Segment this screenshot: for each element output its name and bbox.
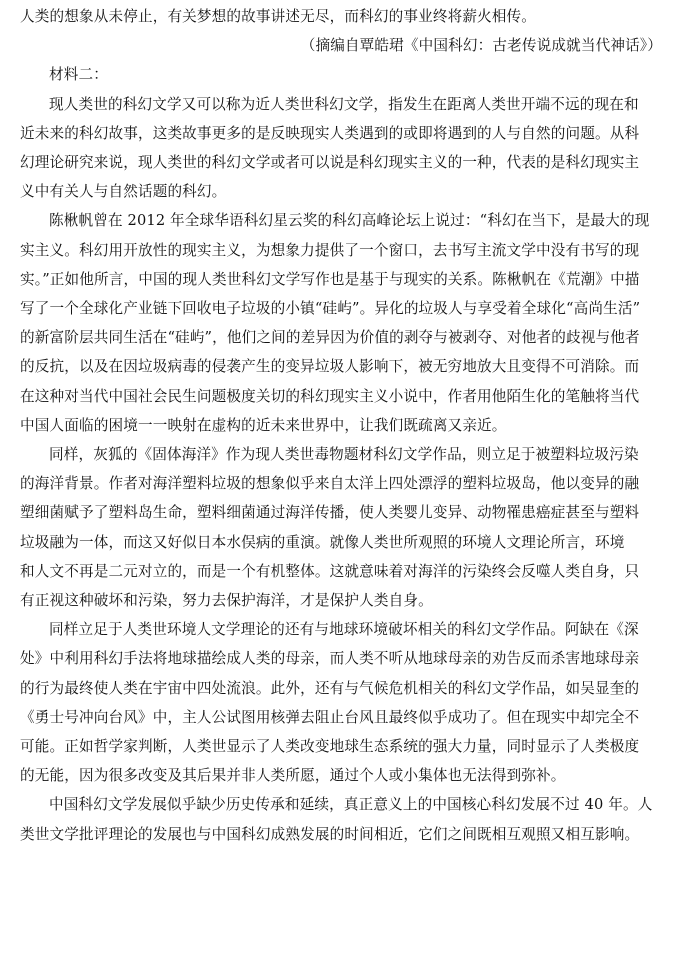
- paragraph-line: 和人文不再是二元对立的，而是一个有机整体。这就意味着对海洋的污染终会反噬人类自身，只: [20, 562, 640, 580]
- paragraph-line: 塑细菌赋予了塑料岛生命，塑料细菌通过海洋传播，使人类婴儿变异、动物罹患癌症甚至与塑料: [20, 504, 640, 522]
- paragraph-5: [20, 790, 668, 848]
- paragraph-line: 同样立足于人类世环境人文学理论的还有与地球环境破坏相关的科幻文学作品。阿缺在《深: [49, 621, 639, 639]
- intro-line: 人类的想象从未停止，有关梦想的故事讲述无尽，而科幻的事业终将薪火相传。: [20, 8, 537, 25]
- paragraph-line: 写了一个全球化产业链下回收电子垃圾的小镇“硅屿”。异化的垃圾人与享受着全球化“高尚生活”: [20, 300, 641, 318]
- paragraph-line: 的新富阶层共同生活在“硅屿”，他们之间的差异因为价值的剥夺与被剥夺、对他者的歧视与他者: [20, 329, 640, 347]
- paragraph-line: 《勇士号冲向台风》中，主人公试图用核弹去阻止台风且最终似乎成功了。但在现实中却完全不: [20, 708, 640, 726]
- paragraph-line: 义中有关人与自然话题的科幻。: [20, 183, 227, 201]
- material-heading: 材料二：: [49, 66, 108, 84]
- paragraph-line: 类世文学批评理论的发展也与中国科幻成熟发展的时间相近，它们之间既相互观照又相互影响。: [20, 825, 640, 843]
- source-citation: （摘编自覃皓珺《中国科幻：古老传说成就当代神话》）: [300, 37, 662, 55]
- paragraph-line: 在这种对当代中国社会民生问题极度关切的科幻现实主义小说中，作者用他陌生化的笔触将当代: [20, 387, 640, 405]
- document-page: [20, 2, 668, 849]
- paragraph-line: 现人类世的科幻文学又可以称为近人类世科幻文学，指发生在距离人类世开端不远的现在和: [49, 95, 639, 113]
- paragraph-line: 实主义。科幻用开放性的现实主义，为想象力提供了一个窗口，去书写主流文学中没有书写的现: [20, 241, 640, 259]
- paragraph-4: [20, 615, 668, 790]
- paragraph-line: 的反抗，以及在因垃圾病毒的侵袭产生的变异垃圾人影响下，被无穷地放大且变得不可消除。而: [20, 358, 640, 376]
- paragraph-line: 处》中利用科幻手法将地球描绘成人类的母亲，而人类不听从地球母亲的劝告反而杀害地球母亲: [20, 650, 640, 668]
- paragraph-line: 可能。正如哲学家判断，人类世显示了人类改变地球生态系统的强大力量，同时显示了人类极度: [20, 738, 640, 756]
- paragraph-line: 幻理论研究来说，现人类世的科幻文学或者可以说是科幻现实主义的一种，代表的是科幻现实主: [20, 154, 640, 172]
- paragraph-line: 的无能，因为很多改变及其后果并非人类所愿，通过个人或小集体也无法得到弥补。: [20, 767, 566, 785]
- paragraph-line: 有正视这种破坏和污染，努力去保护海洋，才是保护人类自身。: [20, 592, 433, 610]
- paragraph-3: [20, 440, 668, 615]
- paragraph-line: 垃圾融为一体，而这又好似日本水俣病的重演。就像人类世所观照的环境人文理论所言，环境: [20, 533, 625, 551]
- paragraph-line: 的海洋背景。作者对海洋塑料垃圾的想象似乎来自太洋上四处漂浮的塑料垃圾岛，他以变异的融: [20, 475, 640, 493]
- paragraph-line: 同样，灰狐的《固体海洋》作为现人类世毒物题材科幻文学作品，则立足于被塑料垃圾污染: [49, 446, 639, 464]
- paragraph-line: 中国人面临的困境一一映射在虚构的近未来世界中，让我们既疏离又亲近。: [20, 416, 507, 434]
- paragraph-line: 中国科幻文学发展似乎缺少历史传承和延续，真正意义上的中国核心科幻发展不过 40 年。人: [49, 796, 653, 814]
- paragraph-line: 的行为最终使人类在宇宙中四处流浪。此外，还有与气候危机相关的科幻文学作品，如吴显奎的: [20, 679, 640, 697]
- paragraph-1: [20, 90, 668, 207]
- paragraph-line: 近未来的科幻故事，这类故事更多的是反映现实人类遇到的或即将遇到的人与自然的问题。从科: [20, 124, 640, 142]
- paragraph-line: 陈楸帆曾在 2012 年全球华语科幻星云奖的科幻高峰论坛上说过：“科幻在当下，是最大的现: [49, 212, 650, 230]
- paragraph-2: [20, 206, 668, 440]
- paragraph-line: 实。”正如他所言，中国的现人类世科幻文学写作也是基于与现实的关系。陈楸帆在《荒潮》中描: [20, 270, 640, 288]
